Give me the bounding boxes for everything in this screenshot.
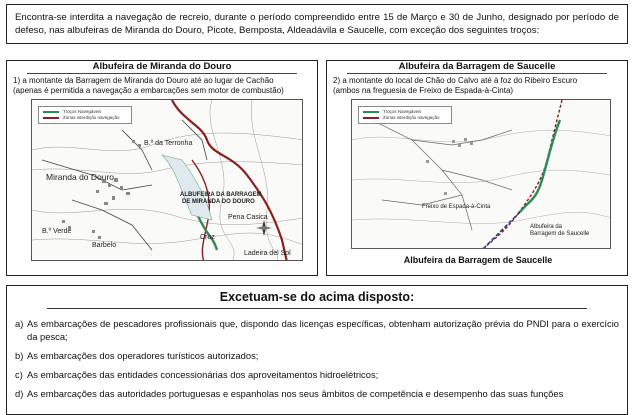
list-item-text: As embarcações das entidades concessionárias dos aproveitamentos hidroelétricos;: [27, 369, 379, 380]
label-terronha: B.º da Terronha: [144, 140, 193, 147]
miranda-map: [31, 99, 303, 261]
label-reservoir-1: ALBUFEIRA DA BARRAGEM: [180, 192, 262, 198]
miranda-desc-line-1: 1) a montante da Barragem de Miranda do Douro até ao lugar de Cachão: [13, 76, 274, 85]
list-item-text: As embarcações das autoridades portuguesas e espanholas nos seus âmbitos de competência e desempenho das suas funções: [27, 388, 564, 399]
legend-restricted-swatch: [363, 117, 379, 119]
saucelle-desc-line-2: (ambos na freguesia de Freixo de Espada-à-Cinta): [333, 86, 514, 95]
label-verde: B.º Verde: [42, 228, 72, 235]
legend-navigable-swatch: [43, 111, 59, 113]
saucelle-panel-description: [327, 74, 627, 96]
label-pena: Pena Casica: [228, 214, 268, 221]
list-item-letter: c): [15, 369, 23, 380]
list-item-letter: d): [15, 388, 24, 399]
label-freixo: Freixo de Espada-à-Cinta: [422, 204, 491, 210]
saucelle-panel: [326, 60, 628, 276]
legend-navigable-label: Troços Navegáveis: [383, 109, 422, 114]
legend-navigable-swatch: [363, 111, 379, 113]
miranda-panel: [6, 60, 318, 276]
exceptions-box: [6, 285, 628, 415]
miranda-panel-description: [7, 74, 317, 96]
list-item: [15, 368, 619, 381]
intro-paragraph: Encontra-se interdita a navegação de recreio, durante o período compreendido entre 15 de Março e 30 de Junho, designado por período de defeso, nas albufeiras de Miranda do Douro, Picote, Bemposta, Aldeadávila e Saucelle, com exceção dos seguintes troços:: [6, 4, 628, 44]
saucelle-map-caption: Albufeira da Barragem de Saucelle: [403, 255, 553, 265]
exceptions-list: [7, 309, 627, 400]
miranda-panel-title: Albufeira de Miranda do Douro: [27, 61, 297, 74]
list-item-text: As embarcações dos operadores turísticos autorizados;: [27, 350, 259, 361]
label-ladeira: Ladeira del Sol: [244, 250, 291, 257]
saucelle-map: [351, 99, 611, 249]
label-cruz: Cruz: [200, 234, 215, 241]
list-item-letter: b): [15, 350, 24, 361]
list-item: [15, 349, 619, 362]
legend-restricted-label: Zonas interdição navegação: [383, 115, 440, 120]
label-reservoir-2: DE MIRANDA DO DOURO: [182, 199, 255, 205]
legend-restricted-swatch: [43, 117, 59, 119]
saucelle-desc-line-1: 2) a montante do local de Chão do Calvo até à foz do Ribeiro Escuro: [333, 76, 578, 85]
miranda-desc-line-2: (apenas é permitida a navegação a embarcações sem motor de combustão): [13, 86, 284, 95]
label-miranda: Miranda do Douro: [46, 172, 115, 182]
label-saucelle-2: Barragem de Saucelle: [530, 231, 590, 237]
saucelle-panel-title: Albufeira da Barragem de Saucelle: [347, 61, 607, 74]
legend-navigable-label: Troços Navegáveis: [63, 109, 102, 114]
list-item-text: As embarcações de pescadores profissionais que, dispondo das licenças específicas, obtenham autorização prévia do PNDI para o exercício da pesca;: [27, 318, 619, 342]
list-item-letter: a): [15, 318, 24, 329]
exceptions-title: Excetuam-se do acima disposto:: [47, 286, 587, 309]
label-barbelo: Barbelo: [92, 242, 117, 249]
label-saucelle-1: Albufeira da: [530, 224, 563, 230]
list-item: [15, 387, 619, 400]
list-item: [15, 317, 619, 343]
miranda-map-legend: [38, 106, 132, 124]
legend-restricted-label: Zonas interdição navegação: [63, 115, 120, 120]
saucelle-map-legend: [358, 106, 452, 124]
